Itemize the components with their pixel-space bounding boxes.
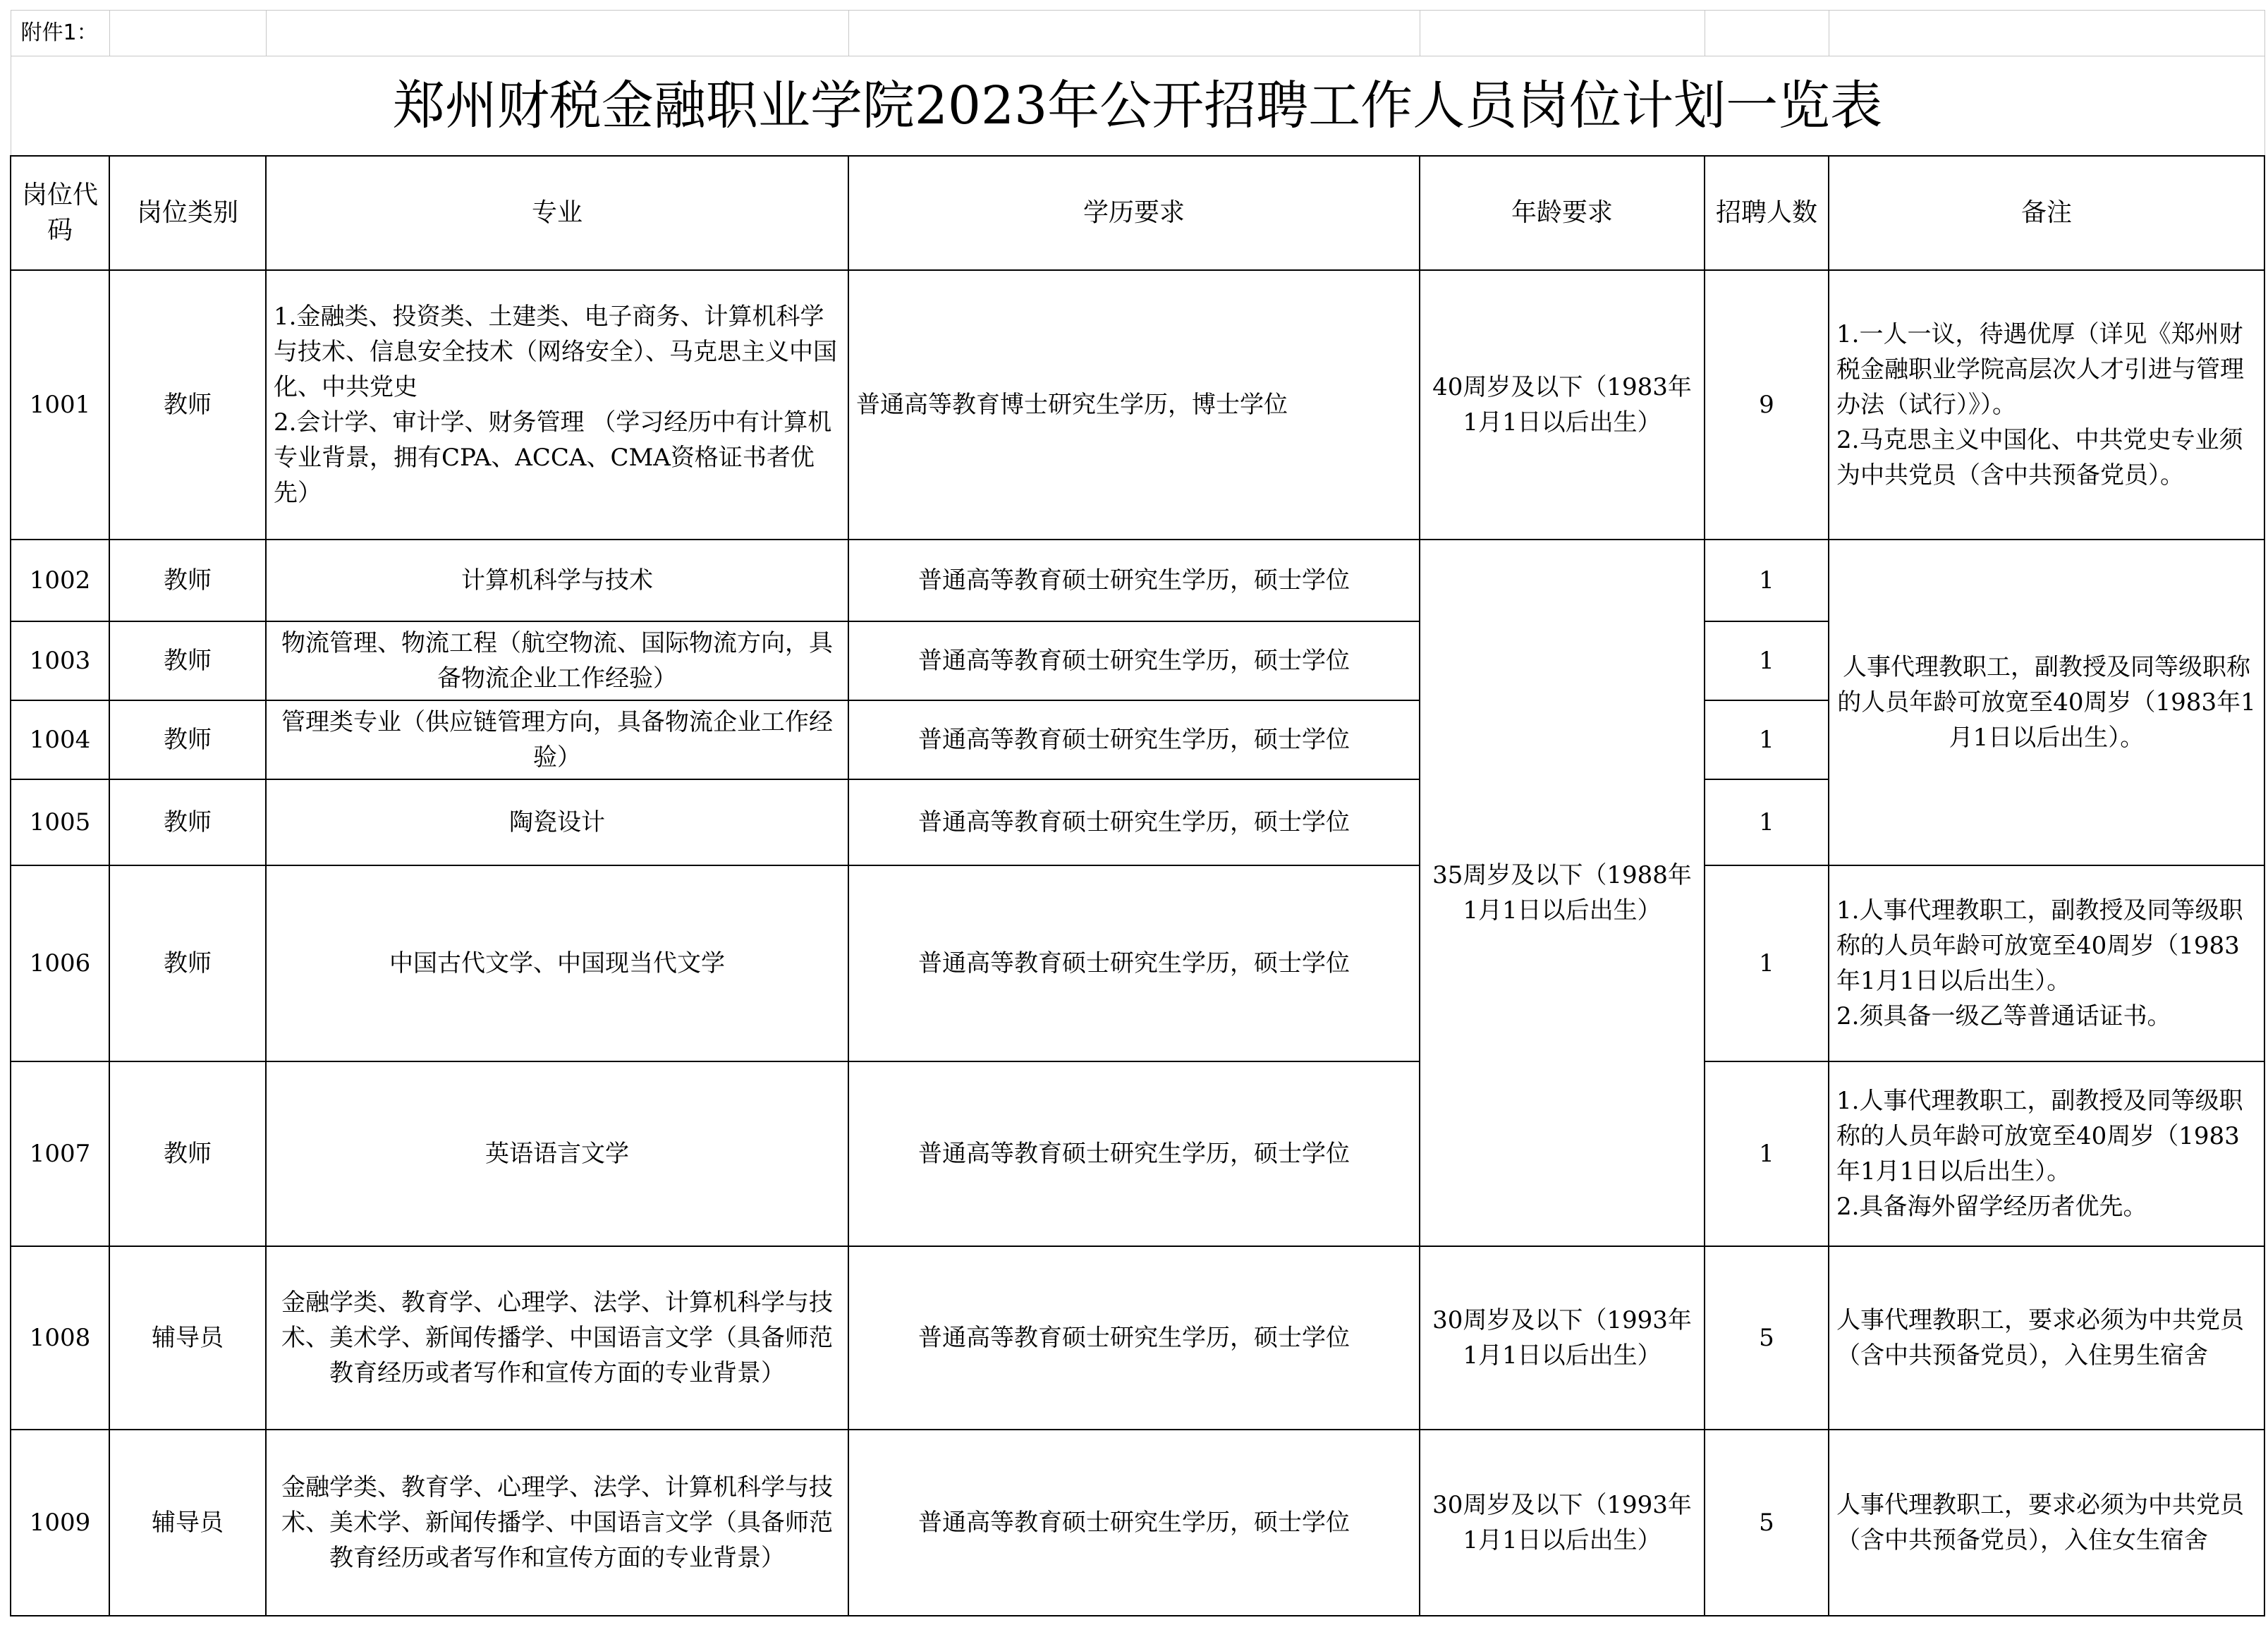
table-row: [11, 540, 2264, 621]
cell-major[interactable]: 金融学类、教育学、心理学、法学、计算机科学与技术、美术学、新闻传播学、中国语言文学（具备师范教育经历或者写作和宣传方面的专业背景）: [266, 1430, 848, 1616]
cell-major[interactable]: 计算机科学与技术: [266, 540, 848, 621]
cell-notes[interactable]: 1.人事代理教职工，副教授及同等级职称的人员年龄可放宽至40周岁（1983年1月1日以后出生）。 2.具备海外留学经历者优先。: [1829, 1061, 2264, 1246]
header-age[interactable]: 年龄要求: [1420, 156, 1705, 270]
cell-count[interactable]: 1: [1705, 1061, 1829, 1246]
cell-age-merged[interactable]: 35周岁及以下（1988年1月1日以后出生）: [1420, 540, 1705, 1246]
cell-age[interactable]: 30周岁及以下（1993年1月1日以后出生）: [1420, 1430, 1705, 1616]
table-row: [11, 270, 2264, 540]
cell-education[interactable]: 普通高等教育硕士研究生学历，硕士学位: [848, 1430, 1420, 1616]
cell-major[interactable]: 英语语言文学: [266, 1061, 848, 1246]
cell-code[interactable]: 1002: [11, 540, 109, 621]
cell-notes-merged[interactable]: 人事代理教职工，副教授及同等级职称的人员年龄可放宽至40周岁（1983年1月1日以后出生）。: [1829, 540, 2264, 865]
empty-cell[interactable]: [266, 11, 848, 56]
cell-count[interactable]: 1: [1705, 700, 1829, 779]
cell-code[interactable]: 1009: [11, 1430, 109, 1616]
cell-category[interactable]: 辅导员: [109, 1246, 266, 1430]
empty-cell[interactable]: [848, 11, 1420, 56]
cell-code[interactable]: 1003: [11, 621, 109, 700]
cell-code[interactable]: 1004: [11, 700, 109, 779]
empty-cell[interactable]: [1420, 11, 1705, 56]
cell-category[interactable]: 教师: [109, 700, 266, 779]
cell-category[interactable]: 教师: [109, 779, 266, 865]
empty-cell[interactable]: [1829, 11, 2264, 56]
cell-education[interactable]: 普通高等教育硕士研究生学历，硕士学位: [848, 621, 1420, 700]
header-code[interactable]: 岗位代码: [11, 156, 109, 270]
cell-count[interactable]: 1: [1705, 621, 1829, 700]
cell-count[interactable]: 1: [1705, 779, 1829, 865]
cell-category[interactable]: 教师: [109, 1061, 266, 1246]
cell-notes[interactable]: 人事代理教职工，要求必须为中共党员（含中共预备党员），入住男生宿舍: [1829, 1246, 2264, 1430]
cell-education[interactable]: 普通高等教育博士研究生学历，博士学位: [848, 270, 1420, 540]
cell-count[interactable]: 1: [1705, 865, 1829, 1061]
cell-major[interactable]: 1.金融类、投资类、土建类、电子商务、计算机科学与技术、信息安全技术（网络安全）、马克思主义中国化、中共党史 2.会计学、审计学、财务管理 （学习经历中有计算机专业背景，拥有CPA、ACCA、CMA资格证书者优先）: [266, 270, 848, 540]
header-row: [11, 156, 2264, 270]
cell-code[interactable]: 1008: [11, 1246, 109, 1430]
cell-major[interactable]: 物流管理、物流工程（航空物流、国际物流方向，具备物流企业工作经验）: [266, 621, 848, 700]
spreadsheet: [10, 10, 2264, 1616]
cell-category[interactable]: 教师: [109, 865, 266, 1061]
header-education[interactable]: 学历要求: [848, 156, 1420, 270]
attachment-row: [11, 11, 2264, 56]
title-row: [11, 56, 2264, 157]
cell-count[interactable]: 9: [1705, 270, 1829, 540]
cell-category[interactable]: 教师: [109, 270, 266, 540]
cell-education[interactable]: 普通高等教育硕士研究生学历，硕士学位: [848, 865, 1420, 1061]
cell-education[interactable]: 普通高等教育硕士研究生学历，硕士学位: [848, 779, 1420, 865]
cell-age[interactable]: 40周岁及以下（1983年1月1日以后出生）: [1420, 270, 1705, 540]
empty-cell[interactable]: [109, 11, 266, 56]
header-notes[interactable]: 备注: [1829, 156, 2264, 270]
cell-count[interactable]: 5: [1705, 1246, 1829, 1430]
cell-notes[interactable]: 人事代理教职工，要求必须为中共党员（含中共预备党员），入住女生宿舍: [1829, 1430, 2264, 1616]
attachment-label[interactable]: 附件1：: [11, 11, 109, 56]
table-row: [11, 865, 2264, 1061]
cell-education[interactable]: 普通高等教育硕士研究生学历，硕士学位: [848, 700, 1420, 779]
cell-education[interactable]: 普通高等教育硕士研究生学历，硕士学位: [848, 1246, 1420, 1430]
cell-category[interactable]: 辅导员: [109, 1430, 266, 1616]
cell-count[interactable]: 5: [1705, 1430, 1829, 1616]
cell-category[interactable]: 教师: [109, 621, 266, 700]
cell-code[interactable]: 1006: [11, 865, 109, 1061]
cell-major[interactable]: 金融学类、教育学、心理学、法学、计算机科学与技术、美术学、新闻传播学、中国语言文学（具备师范教育经历或者写作和宣传方面的专业背景）: [266, 1246, 848, 1430]
header-major[interactable]: 专业: [266, 156, 848, 270]
cell-age[interactable]: 30周岁及以下（1993年1月1日以后出生）: [1420, 1246, 1705, 1430]
cell-education[interactable]: 普通高等教育硕士研究生学历，硕士学位: [848, 1061, 1420, 1246]
cell-major[interactable]: 陶瓷设计: [266, 779, 848, 865]
header-count[interactable]: 招聘人数: [1705, 156, 1829, 270]
cell-major[interactable]: 中国古代文学、中国现当代文学: [266, 865, 848, 1061]
cell-category[interactable]: 教师: [109, 540, 266, 621]
table-row: [11, 1061, 2264, 1246]
page-title[interactable]: 郑州财税金融职业学院2023年公开招聘工作人员岗位计划一览表: [11, 56, 2264, 157]
cell-code[interactable]: 1005: [11, 779, 109, 865]
cell-notes[interactable]: 1.一人一议，待遇优厚（详见《郑州财税金融职业学院高层次人才引进与管理办法（试行）》）。 2.马克思主义中国化、中共党史专业须为中共党员（含中共预备党员）。: [1829, 270, 2264, 540]
cell-count[interactable]: 1: [1705, 540, 1829, 621]
table-row: [11, 1430, 2264, 1616]
cell-major[interactable]: 管理类专业（供应链管理方向，具备物流企业工作经验）: [266, 700, 848, 779]
cell-notes[interactable]: 1.人事代理教职工，副教授及同等级职称的人员年龄可放宽至40周岁（1983年1月1日以后出生）。 2.须具备一级乙等普通话证书。: [1829, 865, 2264, 1061]
table-row: [11, 1246, 2264, 1430]
recruitment-table: [10, 10, 2265, 1616]
cell-code[interactable]: 1007: [11, 1061, 109, 1246]
cell-code[interactable]: 1001: [11, 270, 109, 540]
empty-cell[interactable]: [1705, 11, 1829, 56]
cell-education[interactable]: 普通高等教育硕士研究生学历，硕士学位: [848, 540, 1420, 621]
header-category[interactable]: 岗位类别: [109, 156, 266, 270]
